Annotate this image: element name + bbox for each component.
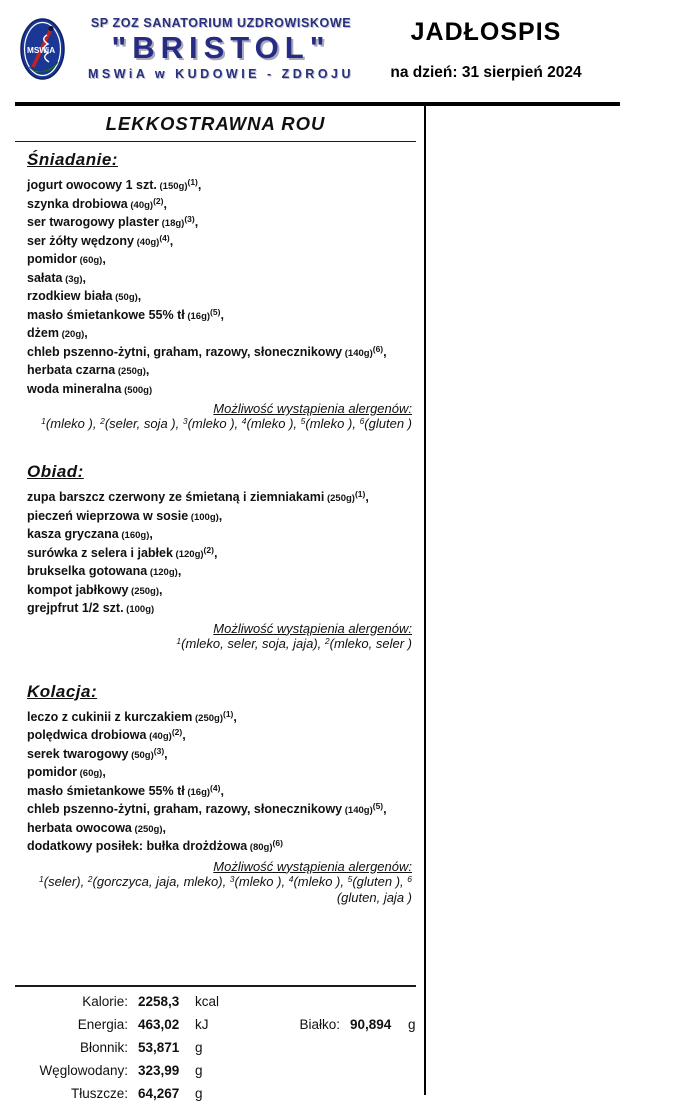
allergen-ref: (1) [222, 708, 234, 719]
menu-item [27, 600, 412, 619]
item-separator: , [383, 802, 387, 816]
allergen-text: (gorczyca, jaja, mleko), [92, 873, 230, 889]
nutrition-unit: kJ [195, 1017, 209, 1032]
allergen-list [27, 636, 412, 652]
item-name: zupa barszcz czerwony ze śmietaną i ziemniakami [27, 490, 325, 504]
menu-item [27, 709, 412, 728]
document-heading [370, 18, 602, 82]
allergen-text: (mleko, seler ) [329, 635, 412, 651]
nutrition-label: Tłuszcze: [70, 1086, 128, 1101]
allergen-text: (mleko ), [293, 873, 348, 889]
item-separator: , [102, 252, 106, 266]
item-name: masło śmietankowe 55% tł [27, 783, 185, 798]
item-separator: , [163, 196, 167, 211]
item-separator: , [162, 820, 166, 835]
item-name: ser żółty wędzony [27, 233, 134, 248]
menu-item [27, 582, 412, 601]
meal-section-title: Obiad: [27, 462, 84, 481]
nutrition-value: 2258,3 [138, 994, 180, 1009]
allergen-text: (gluten ) [364, 416, 412, 431]
item-name: brukselka gotowana [27, 564, 148, 578]
item-separator: , [137, 289, 142, 303]
brand-name: "BRISTOL" [111, 30, 331, 65]
nutrition-row [15, 1013, 416, 1036]
item-weight: (40g) [146, 731, 172, 742]
allergen-number: 6 [359, 416, 365, 426]
mswia-badge-logo [20, 18, 65, 80]
document-date: na dzień: 31 sierpień 2024 [390, 64, 582, 81]
menu-item [27, 307, 412, 326]
nutrition-value: 53,871 [138, 1040, 180, 1055]
nutrition-label: Białko: [299, 1017, 340, 1032]
meal-items [27, 177, 412, 399]
allergen-ref: (2) [171, 727, 183, 737]
nutrition-unit: g [408, 1017, 416, 1032]
nutrition-row [15, 1059, 416, 1082]
menu-item [27, 362, 412, 381]
menu-item [27, 838, 412, 857]
nutrition-unit: g [195, 1063, 203, 1078]
item-weight: (50g) [128, 749, 154, 761]
item-separator: , [197, 178, 202, 192]
item-separator: , [220, 307, 224, 322]
allergen-text: (mleko, seler, soja, jaja), [181, 635, 325, 651]
nutrition-row [15, 1036, 416, 1059]
meal-section-title: Kolacja: [27, 681, 98, 701]
allergen-ref: (2) [153, 195, 164, 206]
item-separator: , [218, 508, 223, 523]
item-name: jogurt owocowy 1 szt. [27, 178, 157, 192]
item-weight: (250g) [128, 585, 160, 597]
menu-section [27, 682, 412, 906]
item-weight: (120g) [147, 567, 178, 578]
allergen-number: 1 [39, 873, 44, 884]
allergen-text: (seler), [43, 873, 88, 889]
item-weight: (250g) [131, 823, 163, 835]
item-name: rzodkiew biała [27, 289, 113, 303]
menu-item [27, 177, 412, 196]
item-weight: (250g) [192, 712, 223, 724]
allergen-ref: (6) [272, 838, 283, 848]
item-weight: (60g) [77, 768, 103, 779]
menu-sections [15, 150, 416, 906]
item-separator: , [164, 746, 168, 761]
menu-item [27, 508, 412, 527]
allergen-line [27, 874, 412, 890]
allergen-number: 3 [182, 416, 188, 426]
menu-item [27, 526, 412, 545]
item-weight: (16g) [184, 786, 211, 798]
item-weight: (140g) [342, 347, 373, 359]
allergen-number: 4 [241, 416, 247, 426]
item-name: chleb pszenno-żytni, graham, razowy, słonecznikowy [27, 802, 343, 816]
item-weight: (80g) [247, 842, 273, 853]
item-weight: (3g) [62, 273, 83, 285]
item-separator: , [177, 564, 182, 578]
item-separator: , [213, 545, 218, 560]
item-name: ser twarogowy plaster [27, 215, 159, 229]
nutrition-unit: g [195, 1040, 203, 1055]
nutrition-label: Energia: [77, 1017, 128, 1032]
allergen-number: 1 [176, 635, 182, 646]
organization-block [66, 16, 376, 81]
nutrition-unit: kcal [195, 994, 220, 1009]
menu-item [27, 820, 412, 839]
item-weight: (50g) [112, 292, 138, 303]
allergen-ref: (3) [153, 745, 165, 756]
nutrition-label: Węglowodany: [39, 1063, 128, 1078]
allergen-text: (gluten, jaja ) [336, 889, 412, 905]
menu-section [27, 150, 412, 432]
item-weight: (160g) [118, 530, 150, 541]
allergen-ref: (1) [354, 489, 366, 499]
item-name: kompot jabłkowy [27, 582, 129, 597]
item-separator: , [365, 490, 369, 504]
allergen-ref: (6) [372, 343, 384, 354]
menu-item [27, 251, 412, 270]
nutrition-row [15, 1082, 416, 1105]
organization-location: MSWiA w KUDOWIE - ZDROJU [87, 67, 355, 81]
allergen-number: 2 [324, 635, 330, 646]
allergen-number: 2 [87, 873, 93, 884]
item-name: leczo z cukinii z kurczakiem [27, 709, 193, 724]
allergen-list [27, 874, 412, 906]
item-separator: , [233, 709, 237, 724]
column-divider [424, 106, 426, 1095]
menu-item [27, 288, 412, 307]
item-name: kasza gryczana [27, 527, 119, 541]
allergen-list [27, 416, 412, 432]
item-weight: (40g) [133, 236, 160, 248]
item-weight: (20g) [58, 329, 85, 340]
allergen-text: (mleko ), [305, 416, 360, 431]
meal-items [27, 709, 412, 857]
meal-section-title: Śniadanie: [27, 150, 118, 169]
allergen-ref: (4) [159, 232, 170, 243]
diet-title: LEKKOSTRAWNA ROU [15, 106, 416, 142]
nutrition-row [15, 990, 416, 1013]
item-separator: , [220, 783, 224, 798]
allergen-text: (seler, soja ), [104, 416, 183, 431]
menu-item [27, 381, 412, 400]
allergen-number: 2 [100, 416, 105, 426]
svg-text:MSWiA: MSWiA [27, 46, 56, 55]
menu-item [27, 489, 412, 508]
item-weight: (100g) [123, 604, 155, 615]
menu-column [15, 106, 416, 906]
allergen-number: 1 [41, 416, 46, 426]
menu-item [27, 783, 412, 802]
allergen-text: (mleko ), [234, 873, 289, 889]
allergen-text: (mleko ), [187, 416, 242, 431]
item-weight: (40g) [127, 199, 154, 211]
organization-name: SP ZOZ SANATORIUM UZDROWISKOWE [90, 16, 352, 30]
nutrition-value: 90,894 [350, 1017, 392, 1032]
item-name: serek twarogowy [27, 746, 129, 761]
allergen-text: (mleko ), [246, 416, 301, 431]
header [0, 0, 673, 105]
menu-item [27, 764, 412, 783]
item-separator: , [145, 363, 150, 377]
item-weight: (120g) [172, 548, 204, 560]
allergen-text: (mleko ), [45, 416, 101, 431]
item-weight: (140g) [342, 805, 373, 816]
item-separator: , [149, 527, 153, 541]
allergen-number: 6 [407, 873, 412, 884]
menu-item [27, 727, 412, 746]
item-name: chleb pszenno-żytni, graham, razowy, słonecznikowy [27, 344, 343, 359]
item-name: herbata czarna [27, 363, 116, 377]
item-name: herbata owocowa [27, 820, 132, 835]
allergen-number: 3 [229, 873, 235, 884]
allergen-text: (gluten ), [352, 873, 408, 889]
allergen-ref: (2) [203, 544, 214, 555]
allergen-heading: Możliwość wystąpienia alergenów: [213, 401, 412, 416]
item-name: dodatkowy posiłek: bułka drożdżowa [27, 839, 248, 853]
item-weight: (250g) [115, 366, 146, 377]
item-separator: , [194, 215, 199, 229]
item-weight: (18g) [159, 218, 185, 229]
allergen-number: 5 [347, 873, 353, 884]
allergen-heading: Możliwość wystąpienia alergenów: [213, 620, 412, 636]
allergen-line [27, 636, 412, 652]
allergen-line [27, 890, 412, 906]
item-name: grejpfrut 1/2 szt. [27, 601, 124, 615]
allergen-number: 5 [300, 416, 306, 426]
document-title: JADŁOSPIS [410, 18, 562, 46]
item-weight: (60g) [77, 255, 103, 266]
allergen-ref: (4) [210, 782, 221, 793]
item-weight: (16g) [184, 310, 211, 322]
menu-item [27, 344, 412, 363]
allergen-ref: (5) [372, 801, 384, 811]
item-name: polędwica drobiowa [27, 728, 147, 742]
item-weight: (250g) [324, 493, 355, 504]
allergen-ref: (5) [210, 306, 221, 317]
allergen-number: 4 [288, 873, 294, 884]
menu-section [27, 462, 412, 652]
nutrition-value: 463,02 [138, 1017, 180, 1032]
menu-item [27, 545, 412, 564]
item-name: pieczeń wieprzowa w sosie [27, 508, 189, 523]
allergen-line [27, 416, 412, 432]
menu-item [27, 801, 412, 820]
item-separator: , [383, 344, 387, 359]
nutrition-extra [270, 1013, 416, 1036]
nutrition-summary [15, 985, 416, 1105]
nutrition-value: 323,99 [138, 1063, 180, 1078]
item-name: dżem [27, 326, 59, 340]
nutrition-unit: g [195, 1086, 203, 1101]
meal-items [27, 489, 412, 619]
item-name: sałata [27, 270, 63, 285]
allergen-heading: Możliwość wystąpienia alergenów: [213, 858, 412, 874]
item-separator: , [82, 270, 86, 285]
item-name: woda mineralna [27, 381, 122, 396]
item-name: masło śmietankowe 55% tł [27, 307, 185, 322]
menu-item [27, 233, 412, 252]
item-separator: , [102, 765, 106, 779]
menu-item [27, 325, 412, 344]
item-separator: , [182, 728, 186, 742]
item-separator: , [169, 233, 174, 248]
menu-item [27, 746, 412, 765]
item-weight: (100g) [188, 511, 219, 523]
allergen-ref: (3) [184, 214, 195, 224]
item-separator: , [84, 326, 88, 340]
nutrition-label: Kalorie: [82, 994, 128, 1009]
item-name: surówka z selera i jabłek [27, 545, 173, 560]
menu-item [27, 214, 412, 233]
menu-item [27, 563, 412, 582]
menu-item [27, 196, 412, 215]
item-name: szynka drobiowa [27, 196, 128, 211]
nutrition-value: 64,267 [138, 1086, 180, 1101]
item-weight: (500g) [121, 384, 153, 396]
item-separator: , [159, 582, 163, 597]
item-name: pomidor [27, 252, 77, 266]
allergen-ref: (1) [187, 177, 198, 187]
nutrition-label: Błonnik: [79, 1040, 128, 1055]
menu-item [27, 270, 412, 289]
item-weight: (150g) [156, 181, 188, 192]
item-name: pomidor [27, 765, 77, 779]
